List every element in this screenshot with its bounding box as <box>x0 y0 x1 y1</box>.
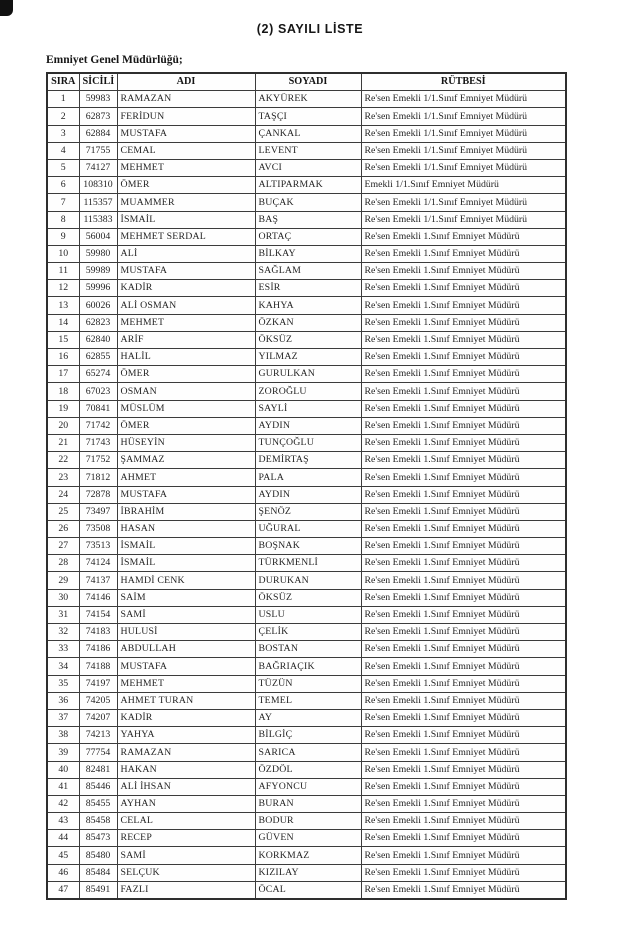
table-row <box>47 314 566 331</box>
cell-soyadi: SARICA <box>255 744 361 761</box>
cell-rutbe: Re'sen Emekli 1.Sınıf Emniyet Müdürü <box>361 297 566 314</box>
cell-soyadi: LEVENT <box>255 142 361 159</box>
cell-sicil: 85458 <box>79 813 117 830</box>
cell-adi: MÜSLÜM <box>117 400 255 417</box>
cell-sicil: 62873 <box>79 108 117 125</box>
table-row <box>47 280 566 297</box>
cell-sicil: 74188 <box>79 658 117 675</box>
cell-sira: 28 <box>47 555 79 572</box>
cell-sira: 27 <box>47 538 79 555</box>
cell-soyadi: TUNÇOĞLU <box>255 434 361 451</box>
cell-rutbe: Re'sen Emekli 1.Sınıf Emniyet Müdürü <box>361 452 566 469</box>
cell-adi: HAMDİ CENK <box>117 572 255 589</box>
table-row <box>47 228 566 245</box>
cell-soyadi: BİLKAY <box>255 245 361 262</box>
cell-adi: İBRAHİM <box>117 503 255 520</box>
cell-sira: 31 <box>47 606 79 623</box>
cell-sira: 38 <box>47 727 79 744</box>
page-title: (2) SAYILI LİSTE <box>256 22 364 36</box>
cell-sicil: 71812 <box>79 469 117 486</box>
cell-rutbe: Re'sen Emekli 1.Sınıf Emniyet Müdürü <box>361 778 566 795</box>
cell-adi: İSMAİL <box>117 538 255 555</box>
cell-rutbe: Re'sen Emekli 1.Sınıf Emniyet Müdürü <box>361 881 566 899</box>
table-row <box>47 761 566 778</box>
cell-soyadi: PALA <box>255 469 361 486</box>
cell-adi: MUSTAFA <box>117 125 255 142</box>
cell-soyadi: ZOROĞLU <box>255 383 361 400</box>
cell-adi: ALİ OSMAN <box>117 297 255 314</box>
cell-sicil: 74154 <box>79 606 117 623</box>
cell-sira: 46 <box>47 864 79 881</box>
cell-adi: OSMAN <box>117 383 255 400</box>
cell-rutbe: Re'sen Emekli 1.Sınıf Emniyet Müdürü <box>361 280 566 297</box>
table-row <box>47 400 566 417</box>
table-row <box>47 331 566 348</box>
cell-rutbe: Re'sen Emekli 1.Sınıf Emniyet Müdürü <box>361 813 566 830</box>
table-row <box>47 434 566 451</box>
cell-sira: 21 <box>47 434 79 451</box>
cell-sicil: 74186 <box>79 641 117 658</box>
cell-sicil: 71742 <box>79 417 117 434</box>
cell-rutbe: Re'sen Emekli 1.Sınıf Emniyet Müdürü <box>361 589 566 606</box>
cell-adi: İSMAİL <box>117 211 255 228</box>
cell-sicil: 59996 <box>79 280 117 297</box>
table-row <box>47 692 566 709</box>
cell-sira: 24 <box>47 486 79 503</box>
cell-adi: SAMİ <box>117 847 255 864</box>
table-row <box>47 194 566 211</box>
cell-sira: 9 <box>47 228 79 245</box>
cell-sira: 12 <box>47 280 79 297</box>
cell-sira: 3 <box>47 125 79 142</box>
header-rutbe: RÜTBESİ <box>361 73 566 91</box>
cell-soyadi: BAŞ <box>255 211 361 228</box>
cell-soyadi: TÜRKMENLİ <box>255 555 361 572</box>
cell-adi: FERİDUN <box>117 108 255 125</box>
cell-sira: 6 <box>47 177 79 194</box>
cell-sira: 36 <box>47 692 79 709</box>
table-row <box>47 91 566 108</box>
cell-adi: KADİR <box>117 280 255 297</box>
cell-adi: İSMAİL <box>117 555 255 572</box>
cell-rutbe: Re'sen Emekli 1.Sınıf Emniyet Müdürü <box>361 331 566 348</box>
cell-soyadi: ÖZDÖL <box>255 761 361 778</box>
cell-adi: HALİL <box>117 349 255 366</box>
table-row <box>47 709 566 726</box>
cell-sira: 15 <box>47 331 79 348</box>
cell-soyadi: ÇELİK <box>255 624 361 641</box>
cell-sira: 7 <box>47 194 79 211</box>
cell-adi: RECEP <box>117 830 255 847</box>
cell-adi: SAMİ <box>117 606 255 623</box>
cell-adi: HÜSEYİN <box>117 434 255 451</box>
cell-soyadi: ÖKSÜZ <box>255 331 361 348</box>
cell-sicil: 115383 <box>79 211 117 228</box>
cell-sira: 22 <box>47 452 79 469</box>
cell-soyadi: AY <box>255 709 361 726</box>
cell-sira: 40 <box>47 761 79 778</box>
cell-adi: SAİM <box>117 589 255 606</box>
cell-soyadi: SAĞLAM <box>255 263 361 280</box>
cell-rutbe: Re'sen Emekli 1.Sınıf Emniyet Müdürü <box>361 830 566 847</box>
cell-sicil: 62840 <box>79 331 117 348</box>
cell-sicil: 85484 <box>79 864 117 881</box>
cell-sira: 1 <box>47 91 79 108</box>
cell-rutbe: Re'sen Emekli 1.Sınıf Emniyet Müdürü <box>361 709 566 726</box>
cell-soyadi: TAŞÇI <box>255 108 361 125</box>
cell-sicil: 60026 <box>79 297 117 314</box>
table-row <box>47 245 566 262</box>
table-row <box>47 108 566 125</box>
cell-rutbe: Re'sen Emekli 1.Sınıf Emniyet Müdürü <box>361 520 566 537</box>
cell-sicil: 77754 <box>79 744 117 761</box>
cell-sicil: 65274 <box>79 366 117 383</box>
cell-adi: ABDULLAH <box>117 641 255 658</box>
cell-sira: 39 <box>47 744 79 761</box>
cell-sicil: 85455 <box>79 795 117 812</box>
cell-soyadi: AKYÜREK <box>255 91 361 108</box>
cell-rutbe: Re'sen Emekli 1.Sınıf Emniyet Müdürü <box>361 675 566 692</box>
cell-sicil: 62823 <box>79 314 117 331</box>
cell-rutbe: Re'sen Emekli 1.Sınıf Emniyet Müdürü <box>361 864 566 881</box>
cell-soyadi: DEMİRTAŞ <box>255 452 361 469</box>
cell-rutbe: Re'sen Emekli 1/1.Sınıf Emniyet Müdürü <box>361 159 566 176</box>
cell-sicil: 59980 <box>79 245 117 262</box>
cell-adi: FAZLI <box>117 881 255 899</box>
cell-sira: 14 <box>47 314 79 331</box>
cell-soyadi: ÖKSÜZ <box>255 589 361 606</box>
cell-rutbe: Re'sen Emekli 1.Sınıf Emniyet Müdürü <box>361 400 566 417</box>
cell-soyadi: BODUR <box>255 813 361 830</box>
cell-sira: 44 <box>47 830 79 847</box>
cell-soyadi: SAYLİ <box>255 400 361 417</box>
table-row <box>47 125 566 142</box>
cell-rutbe: Re'sen Emekli 1/1.Sınıf Emniyet Müdürü <box>361 142 566 159</box>
table-row <box>47 486 566 503</box>
table-row <box>47 675 566 692</box>
cell-rutbe: Re'sen Emekli 1.Sınıf Emniyet Müdürü <box>361 503 566 520</box>
cell-rutbe: Re'sen Emekli 1.Sınıf Emniyet Müdürü <box>361 795 566 812</box>
cell-rutbe: Re'sen Emekli 1/1.Sınıf Emniyet Müdürü <box>361 194 566 211</box>
cell-sicil: 74207 <box>79 709 117 726</box>
cell-adi: HULUSİ <box>117 624 255 641</box>
table-row <box>47 864 566 881</box>
cell-soyadi: ALTIPARMAK <box>255 177 361 194</box>
cell-sira: 10 <box>47 245 79 262</box>
cell-adi: ŞAMMAZ <box>117 452 255 469</box>
cell-sicil: 56004 <box>79 228 117 245</box>
table-row <box>47 744 566 761</box>
table-row <box>47 383 566 400</box>
cell-adi: MUAMMER <box>117 194 255 211</box>
cell-rutbe: Re'sen Emekli 1.Sınıf Emniyet Müdürü <box>361 606 566 623</box>
cell-soyadi: BİLGİÇ <box>255 727 361 744</box>
cell-adi: MEHMET <box>117 314 255 331</box>
cell-adi: SELÇUK <box>117 864 255 881</box>
cell-rutbe: Re'sen Emekli 1.Sınıf Emniyet Müdürü <box>361 847 566 864</box>
cell-sira: 45 <box>47 847 79 864</box>
table-row <box>47 847 566 864</box>
cell-sicil: 108310 <box>79 177 117 194</box>
cell-sira: 43 <box>47 813 79 830</box>
table-row <box>47 297 566 314</box>
cell-adi: MUSTAFA <box>117 658 255 675</box>
cell-rutbe: Re'sen Emekli 1.Sınıf Emniyet Müdürü <box>361 761 566 778</box>
cell-adi: CELAL <box>117 813 255 830</box>
cell-sicil: 73513 <box>79 538 117 555</box>
cell-sicil: 74146 <box>79 589 117 606</box>
table-row <box>47 813 566 830</box>
cell-sicil: 71755 <box>79 142 117 159</box>
table-row <box>47 452 566 469</box>
cell-adi: ÖMER <box>117 417 255 434</box>
cell-sira: 35 <box>47 675 79 692</box>
table-row <box>47 177 566 194</box>
table-row <box>47 417 566 434</box>
scan-artifact-corner <box>0 0 13 16</box>
table-row <box>47 572 566 589</box>
cell-sicil: 71752 <box>79 452 117 469</box>
cell-soyadi: BUÇAK <box>255 194 361 211</box>
cell-sicil: 71743 <box>79 434 117 451</box>
cell-sicil: 74197 <box>79 675 117 692</box>
cell-sira: 26 <box>47 520 79 537</box>
cell-sira: 23 <box>47 469 79 486</box>
cell-soyadi: AFYONCU <box>255 778 361 795</box>
table-row <box>47 641 566 658</box>
cell-rutbe: Re'sen Emekli 1/1.Sınıf Emniyet Müdürü <box>361 125 566 142</box>
table-body <box>47 91 566 899</box>
cell-sicil: 115357 <box>79 194 117 211</box>
table-row <box>47 555 566 572</box>
cell-sira: 30 <box>47 589 79 606</box>
cell-adi: AYHAN <box>117 795 255 812</box>
cell-rutbe: Re'sen Emekli 1.Sınıf Emniyet Müdürü <box>361 228 566 245</box>
cell-sira: 4 <box>47 142 79 159</box>
cell-sicil: 73497 <box>79 503 117 520</box>
cell-sira: 37 <box>47 709 79 726</box>
table-header-row <box>47 73 566 91</box>
cell-soyadi: BOSTAN <box>255 641 361 658</box>
table-row <box>47 349 566 366</box>
cell-soyadi: UĞURAL <box>255 520 361 537</box>
cell-sicil: 74213 <box>79 727 117 744</box>
cell-adi: ALİ <box>117 245 255 262</box>
cell-adi: ALİ İHSAN <box>117 778 255 795</box>
table-row <box>47 830 566 847</box>
cell-soyadi: AYDIN <box>255 417 361 434</box>
cell-soyadi: GURULKAN <box>255 366 361 383</box>
cell-rutbe: Re'sen Emekli 1/1.Sınıf Emniyet Müdürü <box>361 211 566 228</box>
cell-sicil: 72878 <box>79 486 117 503</box>
cell-rutbe: Re'sen Emekli 1.Sınıf Emniyet Müdürü <box>361 417 566 434</box>
cell-adi: RAMAZAN <box>117 744 255 761</box>
cell-adi: KADİR <box>117 709 255 726</box>
cell-sicil: 73508 <box>79 520 117 537</box>
cell-adi: ARİF <box>117 331 255 348</box>
table-row <box>47 727 566 744</box>
cell-adi: MEHMET SERDAL <box>117 228 255 245</box>
cell-rutbe: Re'sen Emekli 1.Sınıf Emniyet Müdürü <box>361 383 566 400</box>
cell-sicil: 74127 <box>79 159 117 176</box>
cell-adi: MUSTAFA <box>117 486 255 503</box>
table-row <box>47 881 566 899</box>
cell-rutbe: Re'sen Emekli 1.Sınıf Emniyet Müdürü <box>361 744 566 761</box>
cell-sicil: 74205 <box>79 692 117 709</box>
cell-adi: YAHYA <box>117 727 255 744</box>
cell-sira: 29 <box>47 572 79 589</box>
cell-rutbe: Re'sen Emekli 1.Sınıf Emniyet Müdürü <box>361 469 566 486</box>
table-row <box>47 589 566 606</box>
cell-soyadi: ÇANKAL <box>255 125 361 142</box>
cell-sira: 13 <box>47 297 79 314</box>
cell-sira: 11 <box>47 263 79 280</box>
cell-sicil: 74183 <box>79 624 117 641</box>
cell-sira: 19 <box>47 400 79 417</box>
cell-soyadi: ÖCAL <box>255 881 361 899</box>
personnel-table <box>46 72 567 900</box>
cell-rutbe: Re'sen Emekli 1.Sınıf Emniyet Müdürü <box>361 263 566 280</box>
header-adi: ADI <box>117 73 255 91</box>
cell-sicil: 85480 <box>79 847 117 864</box>
cell-adi: ÖMER <box>117 177 255 194</box>
cell-adi: ÖMER <box>117 366 255 383</box>
cell-soyadi: ŞENÖZ <box>255 503 361 520</box>
cell-rutbe: Re'sen Emekli 1/1.Sınıf Emniyet Müdürü <box>361 108 566 125</box>
cell-soyadi: USLU <box>255 606 361 623</box>
cell-sicil: 67023 <box>79 383 117 400</box>
cell-rutbe: Re'sen Emekli 1.Sınıf Emniyet Müdürü <box>361 434 566 451</box>
table-row <box>47 658 566 675</box>
table-row <box>47 263 566 280</box>
cell-sicil: 62884 <box>79 125 117 142</box>
cell-soyadi: ÖZKAN <box>255 314 361 331</box>
table-row <box>47 142 566 159</box>
cell-sira: 25 <box>47 503 79 520</box>
cell-rutbe: Re'sen Emekli 1.Sınıf Emniyet Müdürü <box>361 366 566 383</box>
cell-sira: 20 <box>47 417 79 434</box>
cell-adi: MEHMET <box>117 159 255 176</box>
cell-rutbe: Re'sen Emekli 1/1.Sınıf Emniyet Müdürü <box>361 91 566 108</box>
cell-sicil: 85473 <box>79 830 117 847</box>
cell-adi: HAKAN <box>117 761 255 778</box>
cell-adi: RAMAZAN <box>117 91 255 108</box>
table-row <box>47 366 566 383</box>
cell-rutbe: Re'sen Emekli 1.Sınıf Emniyet Müdürü <box>361 486 566 503</box>
cell-sira: 42 <box>47 795 79 812</box>
cell-soyadi: BOŞNAK <box>255 538 361 555</box>
cell-soyadi: BAĞRIAÇIK <box>255 658 361 675</box>
cell-soyadi: DURUKAN <box>255 572 361 589</box>
cell-sicil: 59983 <box>79 91 117 108</box>
cell-sira: 47 <box>47 881 79 899</box>
cell-soyadi: AVCI <box>255 159 361 176</box>
table-row <box>47 520 566 537</box>
cell-sicil: 62855 <box>79 349 117 366</box>
table-row <box>47 503 566 520</box>
cell-soyadi: KIZILAY <box>255 864 361 881</box>
cell-sira: 18 <box>47 383 79 400</box>
cell-sicil: 74124 <box>79 555 117 572</box>
cell-sira: 33 <box>47 641 79 658</box>
header-sira: SIRA <box>47 73 79 91</box>
header-sicil: SİCİLİ <box>79 73 117 91</box>
cell-sira: 17 <box>47 366 79 383</box>
cell-rutbe: Re'sen Emekli 1.Sınıf Emniyet Müdürü <box>361 555 566 572</box>
cell-sicil: 82481 <box>79 761 117 778</box>
cell-rutbe: Re'sen Emekli 1.Sınıf Emniyet Müdürü <box>361 538 566 555</box>
table-row <box>47 606 566 623</box>
cell-soyadi: TÜZÜN <box>255 675 361 692</box>
cell-sira: 2 <box>47 108 79 125</box>
cell-rutbe: Re'sen Emekli 1.Sınıf Emniyet Müdürü <box>361 572 566 589</box>
cell-sicil: 85491 <box>79 881 117 899</box>
cell-adi: MUSTAFA <box>117 263 255 280</box>
table-row <box>47 538 566 555</box>
cell-adi: AHMET TURAN <box>117 692 255 709</box>
cell-sira: 8 <box>47 211 79 228</box>
table-row <box>47 159 566 176</box>
cell-adi: CEMAL <box>117 142 255 159</box>
cell-soyadi: YILMAZ <box>255 349 361 366</box>
cell-sira: 41 <box>47 778 79 795</box>
cell-sira: 5 <box>47 159 79 176</box>
table-row <box>47 795 566 812</box>
cell-soyadi: GÜVEN <box>255 830 361 847</box>
cell-soyadi: KORKMAZ <box>255 847 361 864</box>
cell-sira: 32 <box>47 624 79 641</box>
cell-soyadi: TEMEL <box>255 692 361 709</box>
cell-rutbe: Re'sen Emekli 1.Sınıf Emniyet Müdürü <box>361 245 566 262</box>
cell-soyadi: ORTAÇ <box>255 228 361 245</box>
cell-rutbe: Emekli 1/1.Sınıf Emniyet Müdürü <box>361 177 566 194</box>
cell-adi: MEHMET <box>117 675 255 692</box>
cell-rutbe: Re'sen Emekli 1.Sınıf Emniyet Müdürü <box>361 692 566 709</box>
cell-adi: HASAN <box>117 520 255 537</box>
cell-sira: 16 <box>47 349 79 366</box>
cell-sicil: 70841 <box>79 400 117 417</box>
cell-rutbe: Re'sen Emekli 1.Sınıf Emniyet Müdürü <box>361 727 566 744</box>
cell-sicil: 74137 <box>79 572 117 589</box>
cell-soyadi: AYDIN <box>255 486 361 503</box>
cell-soyadi: ESİR <box>255 280 361 297</box>
cell-rutbe: Re'sen Emekli 1.Sınıf Emniyet Müdürü <box>361 624 566 641</box>
table-row <box>47 469 566 486</box>
cell-rutbe: Re'sen Emekli 1.Sınıf Emniyet Müdürü <box>361 314 566 331</box>
table-row <box>47 624 566 641</box>
cell-soyadi: KAHYA <box>255 297 361 314</box>
cell-sicil: 85446 <box>79 778 117 795</box>
table-row <box>47 211 566 228</box>
cell-sicil: 59989 <box>79 263 117 280</box>
cell-sira: 34 <box>47 658 79 675</box>
cell-rutbe: Re'sen Emekli 1.Sınıf Emniyet Müdürü <box>361 658 566 675</box>
table-row <box>47 778 566 795</box>
cell-rutbe: Re'sen Emekli 1.Sınıf Emniyet Müdürü <box>361 641 566 658</box>
cell-soyadi: BURAN <box>255 795 361 812</box>
header-soyadi: SOYADI <box>255 73 361 91</box>
cell-adi: AHMET <box>117 469 255 486</box>
cell-rutbe: Re'sen Emekli 1.Sınıf Emniyet Müdürü <box>361 349 566 366</box>
section-subtitle: Emniyet Genel Müdürlüğü; <box>46 54 183 66</box>
